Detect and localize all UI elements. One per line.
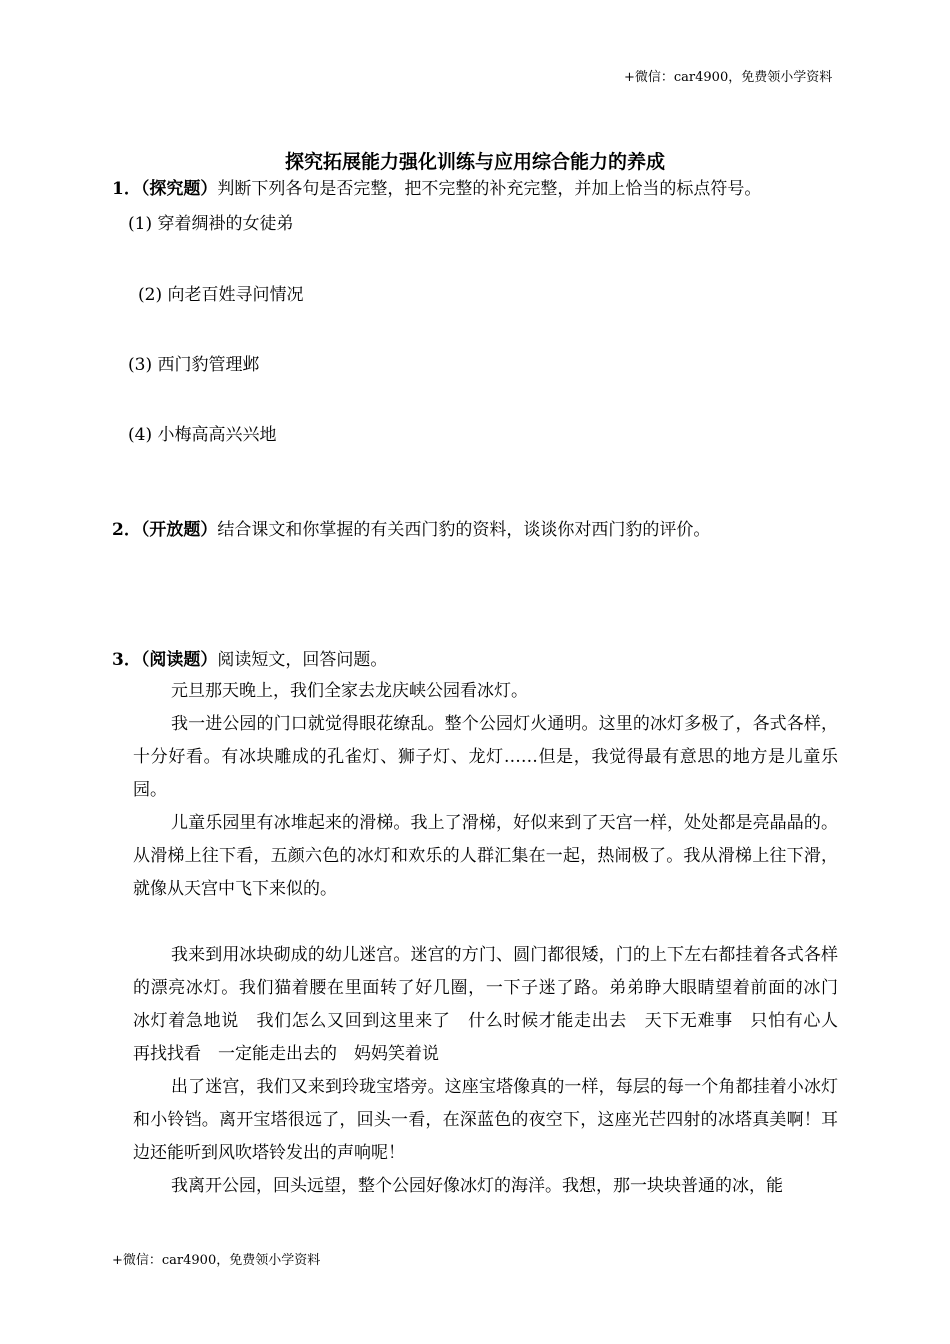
question-1	[112, 174, 761, 199]
question-1-label: 1．（探究题）	[112, 179, 218, 199]
question-2	[112, 515, 710, 540]
question-3	[112, 645, 387, 670]
page-title: 探究拓展能力强化训练与应用综合能力的养成	[284, 151, 665, 173]
question-3-label: 3．（阅读题）	[112, 650, 218, 670]
passage-paragraph-4: 我来到用冰块砌成的幼儿迷宫。迷宫的方门、圆门都很矮，门的上下左右都挂着各式各样的漂亮冰灯。我们猫着腰在里面转了好几圈，一下子迷了路。弟弟睁大眼睛望着前面的冰门 冰灯着急地说 我们怎么又回到这里来了 什么时候才能走出去 天下无难事 只怕有心人 再找找看 一定能走出去的 妈妈笑着说	[133, 945, 855, 1064]
question-3-text: 阅读短文，回答问题。	[217, 650, 388, 670]
question-1-text: 判断下列各句是否完整，把不完整的补充完整，并加上恰当的标点符号。	[217, 179, 762, 199]
footer-note: +微信：car4900，免费领小学资料	[112, 1253, 321, 1268]
passage-paragraph-1: 元旦那天晚上，我们全家去龙庆峡公园看冰灯。	[171, 681, 528, 701]
header-note: +微信：car4900，免费领小学资料	[624, 70, 833, 85]
question-2-label: 2．（开放题）	[112, 520, 218, 540]
question-1-item-1: (1) 穿着绸褂的女徒弟	[128, 214, 294, 234]
question-1-item-2: (2) 向老百姓寻问情况	[138, 285, 304, 305]
question-2-text: 结合课文和你掌握的有关西门豹的资料，谈谈你对西门豹的评价。	[217, 520, 711, 540]
passage-paragraph-5: 出了迷宫，我们又来到玲珑宝塔旁。这座宝塔像真的一样，每层的每一个角都挂着小冰灯和小铃铛。离开宝塔很远了，回头一看，在深蓝色的夜空下，这座光芒四射的冰塔真美啊！耳边还能听到风吹塔铃发出的声响呢！	[133, 1077, 838, 1163]
question-1-item-4: (4) 小梅高高兴兴地	[128, 425, 277, 445]
question-1-item-3: (3) 西门豹管理邺	[128, 355, 260, 375]
passage-paragraph-6: 我离开公园，回头远望，整个公园好像冰灯的海洋。我想，那一块块普通的冰，能	[171, 1176, 783, 1196]
passage-paragraph-2: 我一进公园的门口就觉得眼花缭乱。整个公园灯火通明。这里的冰灯多极了，各式各样，十分好看。有冰块雕成的孔雀灯、狮子灯、龙灯……但是，我觉得最有意思的地方是儿童乐园。	[133, 714, 838, 800]
passage-paragraph-3: 儿童乐园里有冰堆起来的滑梯。我上了滑梯，好似来到了天宫一样，处处都是亮晶晶的。从滑梯上往下看，五颜六色的冰灯和欢乐的人群汇集在一起，热闹极了。我从滑梯上往下滑，就像从天宫中飞下来似的。	[133, 813, 838, 899]
